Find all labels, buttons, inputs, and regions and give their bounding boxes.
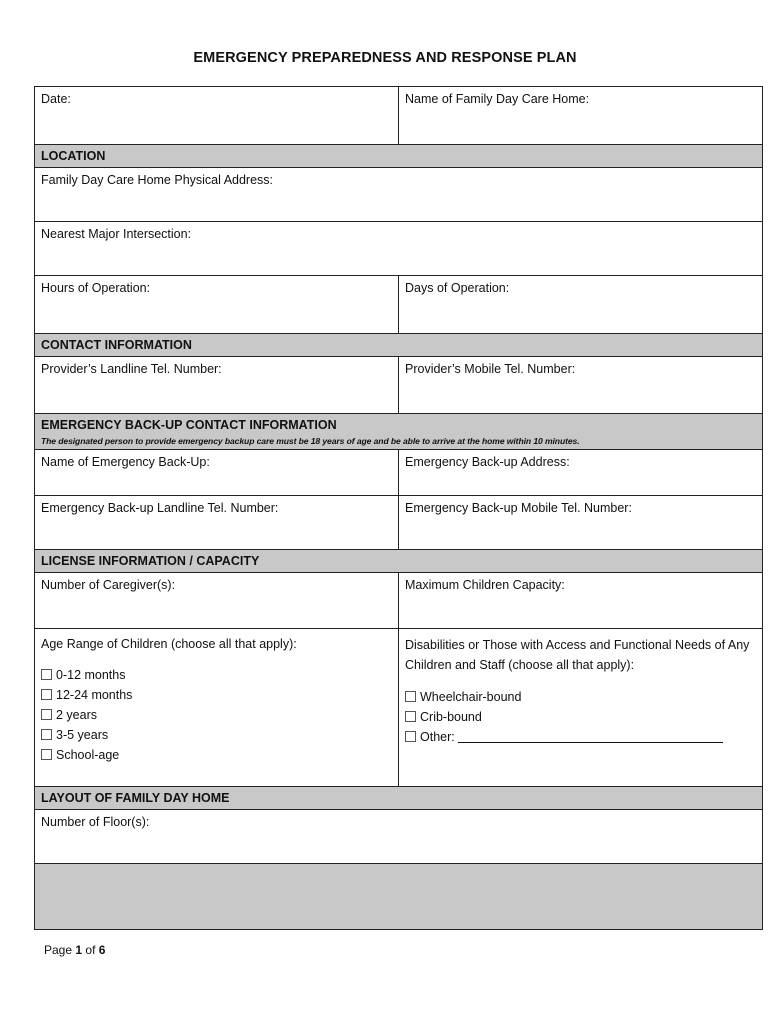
checkbox-icon[interactable] xyxy=(41,749,52,760)
backup-note: The designated person to provide emergency backup care must be 18 years of age and be able to arrive at the home within 10 minutes. xyxy=(41,436,580,446)
other-input-line[interactable] xyxy=(458,729,723,743)
page-total: 6 xyxy=(98,943,106,957)
backup-address-field[interactable] xyxy=(399,450,763,496)
age-option-12-24[interactable]: 12-24 months xyxy=(41,685,392,705)
age-option-0-12[interactable]: 0-12 months xyxy=(41,665,392,685)
age-option-2-years[interactable]: 2 years xyxy=(41,705,392,725)
intersection-field[interactable] xyxy=(35,222,763,276)
checkbox-icon[interactable] xyxy=(405,731,416,742)
mobile-field[interactable] xyxy=(399,357,763,414)
gray-filler-row xyxy=(35,864,763,930)
checkbox-icon[interactable] xyxy=(405,691,416,702)
backup-mobile-field[interactable] xyxy=(399,496,763,550)
days-field[interactable] xyxy=(399,276,763,334)
page-number: 1 xyxy=(75,943,83,957)
section-contact: CONTACT INFORMATION xyxy=(35,334,763,357)
page-footer: Page 1 of 6 xyxy=(44,943,106,957)
page-title: EMERGENCY PREPAREDNESS AND RESPONSE PLAN xyxy=(193,50,577,66)
physical-address-field[interactable] xyxy=(35,168,763,222)
age-option-school-age[interactable]: School-age xyxy=(41,745,392,765)
intersection-label: Nearest Major Intersection: xyxy=(41,227,192,241)
caregivers-label: Number of Caregiver(s): xyxy=(41,578,176,592)
caregivers-field[interactable] xyxy=(35,573,399,629)
hours-label: Hours of Operation: xyxy=(41,281,151,295)
backup-landline-field[interactable] xyxy=(35,496,399,550)
section-backup xyxy=(35,414,763,450)
section-layout: LAYOUT OF FAMILY DAY HOME xyxy=(35,787,763,810)
disabilities-cell xyxy=(399,629,763,787)
checkbox-icon[interactable] xyxy=(41,729,52,740)
age-range-label: Age Range of Children (choose all that apply): xyxy=(41,637,297,651)
date-field[interactable] xyxy=(35,87,399,145)
date-label: Date: xyxy=(41,92,71,106)
section-backup-title: EMERGENCY BACK-UP CONTACT INFORMATION xyxy=(41,418,337,432)
age-option-3-5-years[interactable]: 3-5 years xyxy=(41,725,392,745)
backup-name-label: Name of Emergency Back-Up: xyxy=(41,455,210,469)
landline-field[interactable] xyxy=(35,357,399,414)
age-range-cell xyxy=(35,629,399,787)
emergency-plan-form xyxy=(34,86,750,930)
backup-mobile-label: Emergency Back-up Mobile Tel. Number: xyxy=(405,501,632,515)
section-location: LOCATION xyxy=(35,145,763,168)
backup-name-field[interactable] xyxy=(35,450,399,496)
floors-field[interactable] xyxy=(35,810,763,864)
backup-address-label: Emergency Back-up Address: xyxy=(405,455,570,469)
checkbox-icon[interactable] xyxy=(405,711,416,722)
floors-label: Number of Floor(s): xyxy=(41,815,150,829)
backup-landline-label: Emergency Back-up Landline Tel. Number: xyxy=(41,501,279,515)
checkbox-icon[interactable] xyxy=(41,709,52,720)
disability-option-crib[interactable]: Crib-bound xyxy=(405,707,756,727)
section-license: LICENSE INFORMATION / CAPACITY xyxy=(35,550,763,573)
home-name-field[interactable] xyxy=(399,87,763,145)
disability-option-wheelchair[interactable]: Wheelchair-bound xyxy=(405,687,756,707)
hours-field[interactable] xyxy=(35,276,399,334)
physical-address-label: Family Day Care Home Physical Address: xyxy=(41,173,274,187)
checkbox-icon[interactable] xyxy=(41,689,52,700)
mobile-label: Provider’s Mobile Tel. Number: xyxy=(405,362,576,376)
landline-label: Provider’s Landline Tel. Number: xyxy=(41,362,222,376)
days-label: Days of Operation: xyxy=(405,281,510,295)
max-capacity-field[interactable] xyxy=(399,573,763,629)
checkbox-icon[interactable] xyxy=(41,669,52,680)
disability-option-other[interactable]: Other: xyxy=(405,727,756,747)
max-capacity-label: Maximum Children Capacity: xyxy=(405,578,565,592)
disabilities-label: Disabilities or Those with Access and Functional Needs of Any Children and Staff (choose all that apply): xyxy=(405,638,750,672)
home-name-label: Name of Family Day Care Home: xyxy=(405,92,590,106)
